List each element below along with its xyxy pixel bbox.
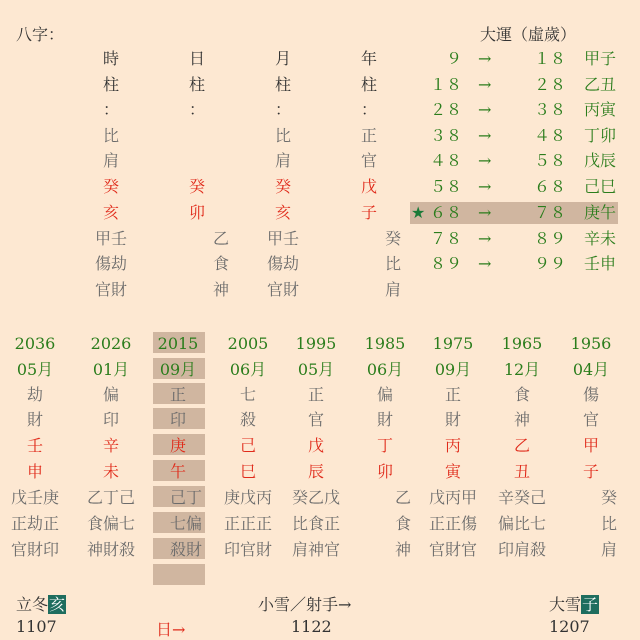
liunian-1965-month: 12月 xyxy=(503,360,541,379)
liunian-1995-stem: 戊 xyxy=(307,436,324,455)
pillar-2-branch: 卯 xyxy=(188,203,205,222)
dayun-row-6-ganzhi: 己巳 xyxy=(584,177,617,196)
liunian-2026-s1: 乙丁己 xyxy=(86,488,135,507)
pillar-2-h2: 柱 xyxy=(188,75,205,94)
dayun-row-6-from: ５８ xyxy=(430,177,463,196)
liunian-1985-g1: 偏 xyxy=(376,385,393,404)
liunian-2036-year: 2036 xyxy=(14,334,56,353)
liunian-1965-g2: 神 xyxy=(513,410,530,429)
liunian-2015-stem: 庚 xyxy=(169,436,186,455)
liunian-1975-month: 09月 xyxy=(434,360,472,379)
liunian-2015-month: 09月 xyxy=(159,360,197,379)
dayun-row-4-ganzhi: 丁卯 xyxy=(584,126,617,145)
dayun-row-3-to: ３８ xyxy=(533,100,566,119)
liunian-2005-branch: 巳 xyxy=(239,462,256,481)
dayun-row-5-arrow-icon: → xyxy=(478,151,492,170)
pillar-4-h2: 柱 xyxy=(360,75,377,94)
xiaoxue-sheshou-term: 小雪／射手→ xyxy=(258,595,352,614)
dayun-row-1-arrow-icon: → xyxy=(478,49,492,68)
liunian-1975-year: 1975 xyxy=(432,334,474,353)
liunian-1965-year: 1965 xyxy=(501,334,543,353)
dayun-row-2-from: １８ xyxy=(430,75,463,94)
daxue-term xyxy=(549,592,599,615)
pillar-3-s2: 傷劫 xyxy=(266,254,299,273)
dayun-row-1-from: ９ xyxy=(445,49,462,68)
dayun-row-7-to: ７８ xyxy=(533,203,566,222)
liunian-1995-year: 1995 xyxy=(295,334,337,353)
dayun-row-6-to: ６８ xyxy=(533,177,566,196)
liunian-2026-g1: 偏 xyxy=(102,385,119,404)
liunian-2005-s3: 印官財 xyxy=(223,540,272,559)
liunian-1995-s1: 癸乙戊 xyxy=(291,488,340,507)
date-1207: 1207 xyxy=(549,617,590,636)
dayun-row-8-ganzhi: 辛未 xyxy=(584,229,617,248)
liunian-1995-g2: 官 xyxy=(307,410,324,429)
pillar-4-h1: 年 xyxy=(360,49,377,68)
liunian-2026-s2: 食偏七 xyxy=(86,514,135,533)
liunian-2005-s2: 正正正 xyxy=(223,514,272,533)
pillar-2-s1: 乙 xyxy=(212,229,229,248)
pillar-3-branch: 亥 xyxy=(274,203,291,222)
liunian-2026-branch: 未 xyxy=(102,462,119,481)
liunian-2015-s3: 殺財 xyxy=(169,540,202,559)
liunian-2026-year: 2026 xyxy=(90,334,132,353)
daxue-badge: 子 xyxy=(582,595,599,614)
liunian-1956-year: 1956 xyxy=(570,334,612,353)
liunian-1956-s2: 比 xyxy=(600,514,617,533)
dayun-row-4-from: ３８ xyxy=(430,126,463,145)
liunian-1985-stem: 丁 xyxy=(376,436,393,455)
liunian-2015-s2: 七偏 xyxy=(169,514,202,533)
liunian-2036-s1: 戊壬庚 xyxy=(10,488,59,507)
pillar-1-h3: ： xyxy=(102,100,119,119)
daxue-text: 大雪 xyxy=(549,595,582,614)
bazi-label: 八字： xyxy=(16,25,65,44)
dayun-row-8-to: ８９ xyxy=(533,229,566,248)
liunian-1985-s2: 食 xyxy=(394,514,411,533)
liunian-2015-branch: 午 xyxy=(169,462,186,481)
dayun-row-5-to: ５８ xyxy=(533,151,566,170)
liunian-2036-s2: 正劫正 xyxy=(10,514,59,533)
liunian-2026-s3: 神財殺 xyxy=(86,540,135,559)
pillar-1-h1: 時 xyxy=(102,49,119,68)
pillar-1-g2: 肩 xyxy=(102,151,119,170)
liunian-1985-s3: 神 xyxy=(394,540,411,559)
pillar-4-branch: 子 xyxy=(360,203,377,222)
dayun-row-3-arrow-icon: → xyxy=(478,100,492,119)
liunian-1956-g2: 官 xyxy=(582,410,599,429)
dayun-row-8-arrow-icon: → xyxy=(478,229,492,248)
dayun-row-5-from: ４８ xyxy=(430,151,463,170)
liunian-1956-g1: 傷 xyxy=(582,385,599,404)
liunian-1975-g1: 正 xyxy=(444,385,461,404)
liunian-2036-month: 05月 xyxy=(16,360,54,379)
liunian-2005-g1: 七 xyxy=(239,385,256,404)
liunian-1985-s1: 乙 xyxy=(394,488,411,507)
liunian-1985-branch: 卯 xyxy=(376,462,393,481)
liunian-1995-month: 05月 xyxy=(297,360,335,379)
liunian-1995-g1: 正 xyxy=(307,385,324,404)
liunian-1965-branch: 丑 xyxy=(513,462,530,481)
dayun-row-7-arrow-icon: → xyxy=(478,203,492,222)
liunian-1975-g2: 財 xyxy=(444,410,461,429)
liunian-1975-s1: 戊丙甲 xyxy=(428,488,477,507)
liunian-1985-g2: 財 xyxy=(376,410,393,429)
liunian-1956-branch: 子 xyxy=(582,462,599,481)
dayun-row-5-ganzhi: 戊辰 xyxy=(584,151,617,170)
liunian-1956-stem: 甲 xyxy=(582,436,599,455)
dayun-row-2-ganzhi: 乙丑 xyxy=(584,75,617,94)
dayun-row-4-arrow-icon: → xyxy=(478,126,492,145)
pillar-4-s2: 比 xyxy=(384,254,401,273)
liunian-1956-s3: 肩 xyxy=(600,540,617,559)
liunian-2015-s1: 己丁 xyxy=(169,488,202,507)
pillar-2-s3: 神 xyxy=(212,280,229,299)
liunian-2036-stem: 壬 xyxy=(26,436,43,455)
dayun-row-7-from: ６８ xyxy=(430,203,463,222)
pillar-3-h2: 柱 xyxy=(274,75,291,94)
dayun-row-7-ganzhi: 庚午 xyxy=(584,203,617,222)
liunian-2005-s1: 庚戊丙 xyxy=(223,488,272,507)
dayun-row-9-ganzhi: 壬申 xyxy=(584,254,617,273)
pillar-4-g1: 正 xyxy=(360,126,377,145)
dayun-row-9-arrow-icon: → xyxy=(478,254,492,273)
pillar-2-s2: 食 xyxy=(212,254,229,273)
liunian-1975-stem: 丙 xyxy=(444,436,461,455)
liunian-1956-month: 04月 xyxy=(572,360,610,379)
pillar-4-s3: 肩 xyxy=(384,280,401,299)
liunian-1995-s2: 比食正 xyxy=(291,514,340,533)
pillar-4-g2: 官 xyxy=(360,151,377,170)
dayun-row-8-from: ７８ xyxy=(430,229,463,248)
liunian-1965-s1: 辛癸己 xyxy=(497,488,546,507)
pillar-3-stem: 癸 xyxy=(274,177,291,196)
pillar-1-s3: 官財 xyxy=(94,280,127,299)
liunian-1985-month: 06月 xyxy=(366,360,404,379)
liunian-2015-g1: 正 xyxy=(169,385,186,404)
liunian-1995-branch: 辰 xyxy=(307,462,324,481)
pillar-3-g2: 肩 xyxy=(274,151,291,170)
pillar-2-h1: 日 xyxy=(188,49,205,68)
liunian-2015-year: 2015 xyxy=(157,334,199,353)
current-year-cell-bg-10 xyxy=(153,564,205,585)
dayun-row-2-arrow-icon: → xyxy=(478,75,492,94)
liunian-1965-g1: 食 xyxy=(513,385,530,404)
pillar-3-h1: 月 xyxy=(274,49,291,68)
pillar-1-g1: 比 xyxy=(102,126,119,145)
liunian-2005-month: 06月 xyxy=(229,360,267,379)
liunian-2026-g2: 印 xyxy=(102,410,119,429)
dayun-row-9-from: ８９ xyxy=(430,254,463,273)
pillar-1-h2: 柱 xyxy=(102,75,119,94)
dayun-row-9-to: ９９ xyxy=(533,254,566,273)
pillar-1-stem: 癸 xyxy=(102,177,119,196)
liunian-2036-g1: 劫 xyxy=(26,385,43,404)
liunian-1975-s2: 正正傷 xyxy=(428,514,477,533)
liunian-2036-s3: 官財印 xyxy=(10,540,59,559)
dayun-row-6-arrow-icon: → xyxy=(478,177,492,196)
pillar-4-h3: ： xyxy=(360,100,377,119)
pillar-3-h3: ： xyxy=(274,100,291,119)
pillar-1-s1: 甲壬 xyxy=(94,229,127,248)
date-1122: 1122 xyxy=(291,617,332,636)
dayun-row-3-ganzhi: 丙寅 xyxy=(584,100,617,119)
dayun-row-1-ganzhi: 甲子 xyxy=(584,49,617,68)
liunian-1985-year: 1985 xyxy=(364,334,406,353)
lidong-term xyxy=(16,592,66,615)
pillar-3-s1: 甲壬 xyxy=(266,229,299,248)
liunian-1965-stem: 乙 xyxy=(513,436,530,455)
pillar-4-stem: 戊 xyxy=(360,177,377,196)
liunian-2005-g2: 殺 xyxy=(239,410,256,429)
dayun-row-3-from: ２８ xyxy=(430,100,463,119)
liunian-1975-s3: 官財官 xyxy=(428,540,477,559)
date-1107: 1107 xyxy=(16,617,57,636)
lidong-text: 立冬 xyxy=(16,595,49,614)
liunian-2036-branch: 申 xyxy=(26,462,43,481)
liunian-2015-g2: 印 xyxy=(169,410,186,429)
pillar-3-g1: 比 xyxy=(274,126,291,145)
liunian-2026-stem: 辛 xyxy=(102,436,119,455)
dayun-label: 大運（虛歲） xyxy=(480,25,577,44)
liunian-2026-month: 01月 xyxy=(92,360,130,379)
liunian-1956-s1: 癸 xyxy=(600,488,617,507)
current-dayun-star-icon: ★ xyxy=(411,203,426,222)
liunian-1975-branch: 寅 xyxy=(444,462,461,481)
pillar-3-s3: 官財 xyxy=(266,280,299,299)
pillar-4-s1: 癸 xyxy=(384,229,401,248)
dayun-row-2-to: ２８ xyxy=(533,75,566,94)
pillar-1-s2: 傷劫 xyxy=(94,254,127,273)
liunian-1965-s3: 印肩殺 xyxy=(497,540,546,559)
dayun-row-1-to: １８ xyxy=(533,49,566,68)
liunian-2005-stem: 己 xyxy=(239,436,256,455)
dayun-row-4-to: ４８ xyxy=(533,126,566,145)
pillar-2-h3: ： xyxy=(188,100,205,119)
pillar-1-branch: 亥 xyxy=(102,203,119,222)
liunian-2036-g2: 財 xyxy=(26,410,43,429)
lidong-badge: 亥 xyxy=(49,595,66,614)
liunian-1995-s3: 肩神官 xyxy=(291,540,340,559)
day-arrow-label: 日→ xyxy=(156,620,186,639)
liunian-1965-s2: 偏比七 xyxy=(497,514,546,533)
liunian-2005-year: 2005 xyxy=(227,334,269,353)
pillar-2-stem: 癸 xyxy=(188,177,205,196)
